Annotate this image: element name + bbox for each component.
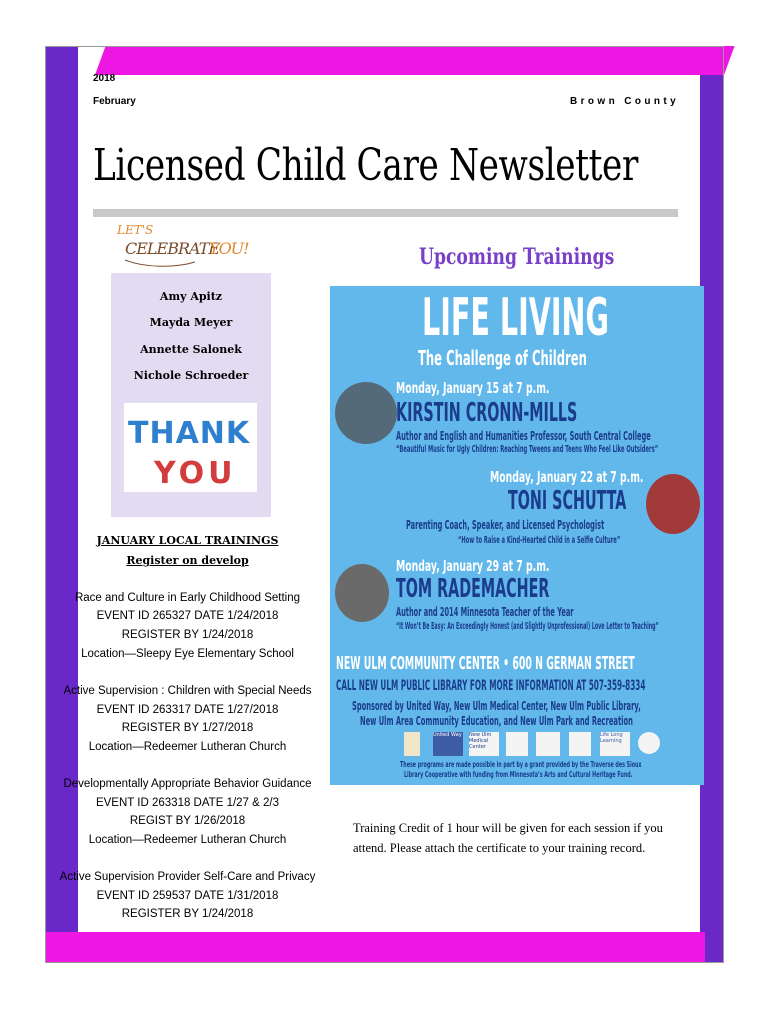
flyer-funding-note: Library Cooperative with funding from Minnesota’s Arts and Cultural Heritage Fund. xyxy=(404,770,633,779)
local-trainings-heading: JANUARY LOCAL TRAININGS xyxy=(96,534,279,547)
session-topic: “How to Raise a Kind-Hearted Child in a Selfie Culture” xyxy=(458,535,621,546)
flyer-sponsors: Sponsored by United Way, New Ulm Medical Center, New Ulm Public Library, xyxy=(352,699,641,713)
honoree-name: Amy Apitz xyxy=(159,290,223,303)
speaker-photo xyxy=(646,474,700,534)
thank-you-image xyxy=(124,403,257,492)
session-date: Monday, January 29 at 7 p.m. xyxy=(396,557,550,575)
issue-month: February xyxy=(93,96,136,107)
local-trainings-subheading: Register on develop xyxy=(126,554,249,567)
event-location: Location—Redeemer Lutheran Church xyxy=(88,741,287,753)
issue-year: 2018 xyxy=(93,73,116,84)
logo-lets-text: LET'S xyxy=(117,223,154,237)
speaker-role: Author and 2014 Minnesota Teacher of the Year xyxy=(396,605,574,619)
event-location: Location—Redeemer Lutheran Church xyxy=(88,834,287,846)
sponsor-logo xyxy=(404,732,420,756)
lets-celebrate-you-logo xyxy=(115,220,255,272)
training-credit-note: Training Credit of 1 hour will be given for each session if you attend. Please attach the certificate to your training record. xyxy=(353,821,663,855)
county-name: Brown County xyxy=(570,96,680,107)
life-long-learning-logo: Life Long Learning xyxy=(600,732,630,756)
speaker-photo xyxy=(335,564,389,622)
sponsor-seal xyxy=(638,732,660,754)
event-register-by: REGISTER BY 1/27/2018 xyxy=(121,722,254,734)
united-way-logo: United Way xyxy=(433,732,463,756)
event-location: Location—Sleepy Eye Elementary School xyxy=(81,648,294,660)
you-word: YOU xyxy=(154,456,237,491)
session-topic: “It Won’t Be Easy: An Exceedingly Honest (and Slightly Unprofessional) Love Letter to Teaching” xyxy=(396,621,659,632)
logo-you-text: YOU! xyxy=(209,239,249,258)
title-divider xyxy=(93,209,678,217)
honoree-name: Nichole Schroeder xyxy=(133,369,249,382)
event-id: EVENT ID 265327 DATE 1/24/2018 xyxy=(96,610,279,622)
honoree-name: Mayda Meyer xyxy=(149,316,233,329)
speaker-role: Author and English and Humanities Professor, South Central College xyxy=(396,429,651,443)
speaker-name: TOM RADEMACHER xyxy=(396,574,550,604)
event-register-by: REGIST BY 1/26/2018 xyxy=(129,815,246,827)
event-title: Race and Culture in Early Childhood Setting xyxy=(74,592,301,604)
speaker-role: Parenting Coach, Speaker, and Licensed Psychologist xyxy=(406,518,605,532)
sponsor-logo xyxy=(506,732,528,756)
logo-celebrate-text: CELEBRATE xyxy=(125,239,220,258)
medical-center-logo: New Ulm Medical Center xyxy=(469,732,499,756)
sponsor-logo xyxy=(569,732,591,756)
speaker-name: TONI SCHUTTA xyxy=(508,486,627,516)
event-title: Active Supervision : Children with Special Needs xyxy=(63,685,312,697)
speaker-name: KIRSTIN CRONN-MILLS xyxy=(396,398,578,428)
newsletter-title: Licensed Child Care Newsletter xyxy=(93,140,638,191)
flyer-sponsors: New Ulm Area Community Education, and New Ulm Park and Recreation xyxy=(360,714,633,728)
speaker-photo xyxy=(335,382,397,444)
sponsor-logo xyxy=(536,732,560,756)
event-title: Developmentally Appropriate Behavior Guidance xyxy=(63,778,312,790)
event-register-by: REGISTER BY 1/24/2018 xyxy=(121,629,254,641)
life-living-flyer xyxy=(330,286,704,785)
flyer-title: LIFE LIVING xyxy=(422,288,609,348)
event-title: Active Supervision Provider Self-Care and Privacy xyxy=(59,871,316,883)
thank-word: THANK xyxy=(128,416,251,451)
event-id: EVENT ID 263318 DATE 1/27 & 2/3 xyxy=(95,797,280,809)
event-id: EVENT ID 263317 DATE 1/27/2018 xyxy=(96,704,279,716)
event-register-by: REGISTER BY 1/24/2018 xyxy=(121,908,254,920)
flyer-call-info: CALL NEW ULM PUBLIC LIBRARY FOR MORE INFORMATION AT 507-359-8334 xyxy=(336,678,646,694)
flyer-funding-note: These programs are made possible in part by a grant provided by the Traverse des Sioux xyxy=(400,760,642,769)
flyer-venue: NEW ULM COMMUNITY CENTER • 600 N GERMAN STREET xyxy=(336,653,635,674)
honoree-name: Annette Salonek xyxy=(140,343,242,356)
flyer-subtitle: The Challenge of Children xyxy=(418,346,587,370)
session-date: Monday, January 22 at 7 p.m. xyxy=(490,468,644,486)
upcoming-trainings-heading: Upcoming Trainings xyxy=(419,244,615,270)
event-id: EVENT ID 259537 DATE 1/31/2018 xyxy=(96,890,279,902)
session-topic: “Beautiful Music for Ugly Children: Reaching Tweens and Teens Who Feel Like Outsiders” xyxy=(396,444,659,455)
session-date: Monday, January 15 at 7 p.m. xyxy=(396,379,550,397)
